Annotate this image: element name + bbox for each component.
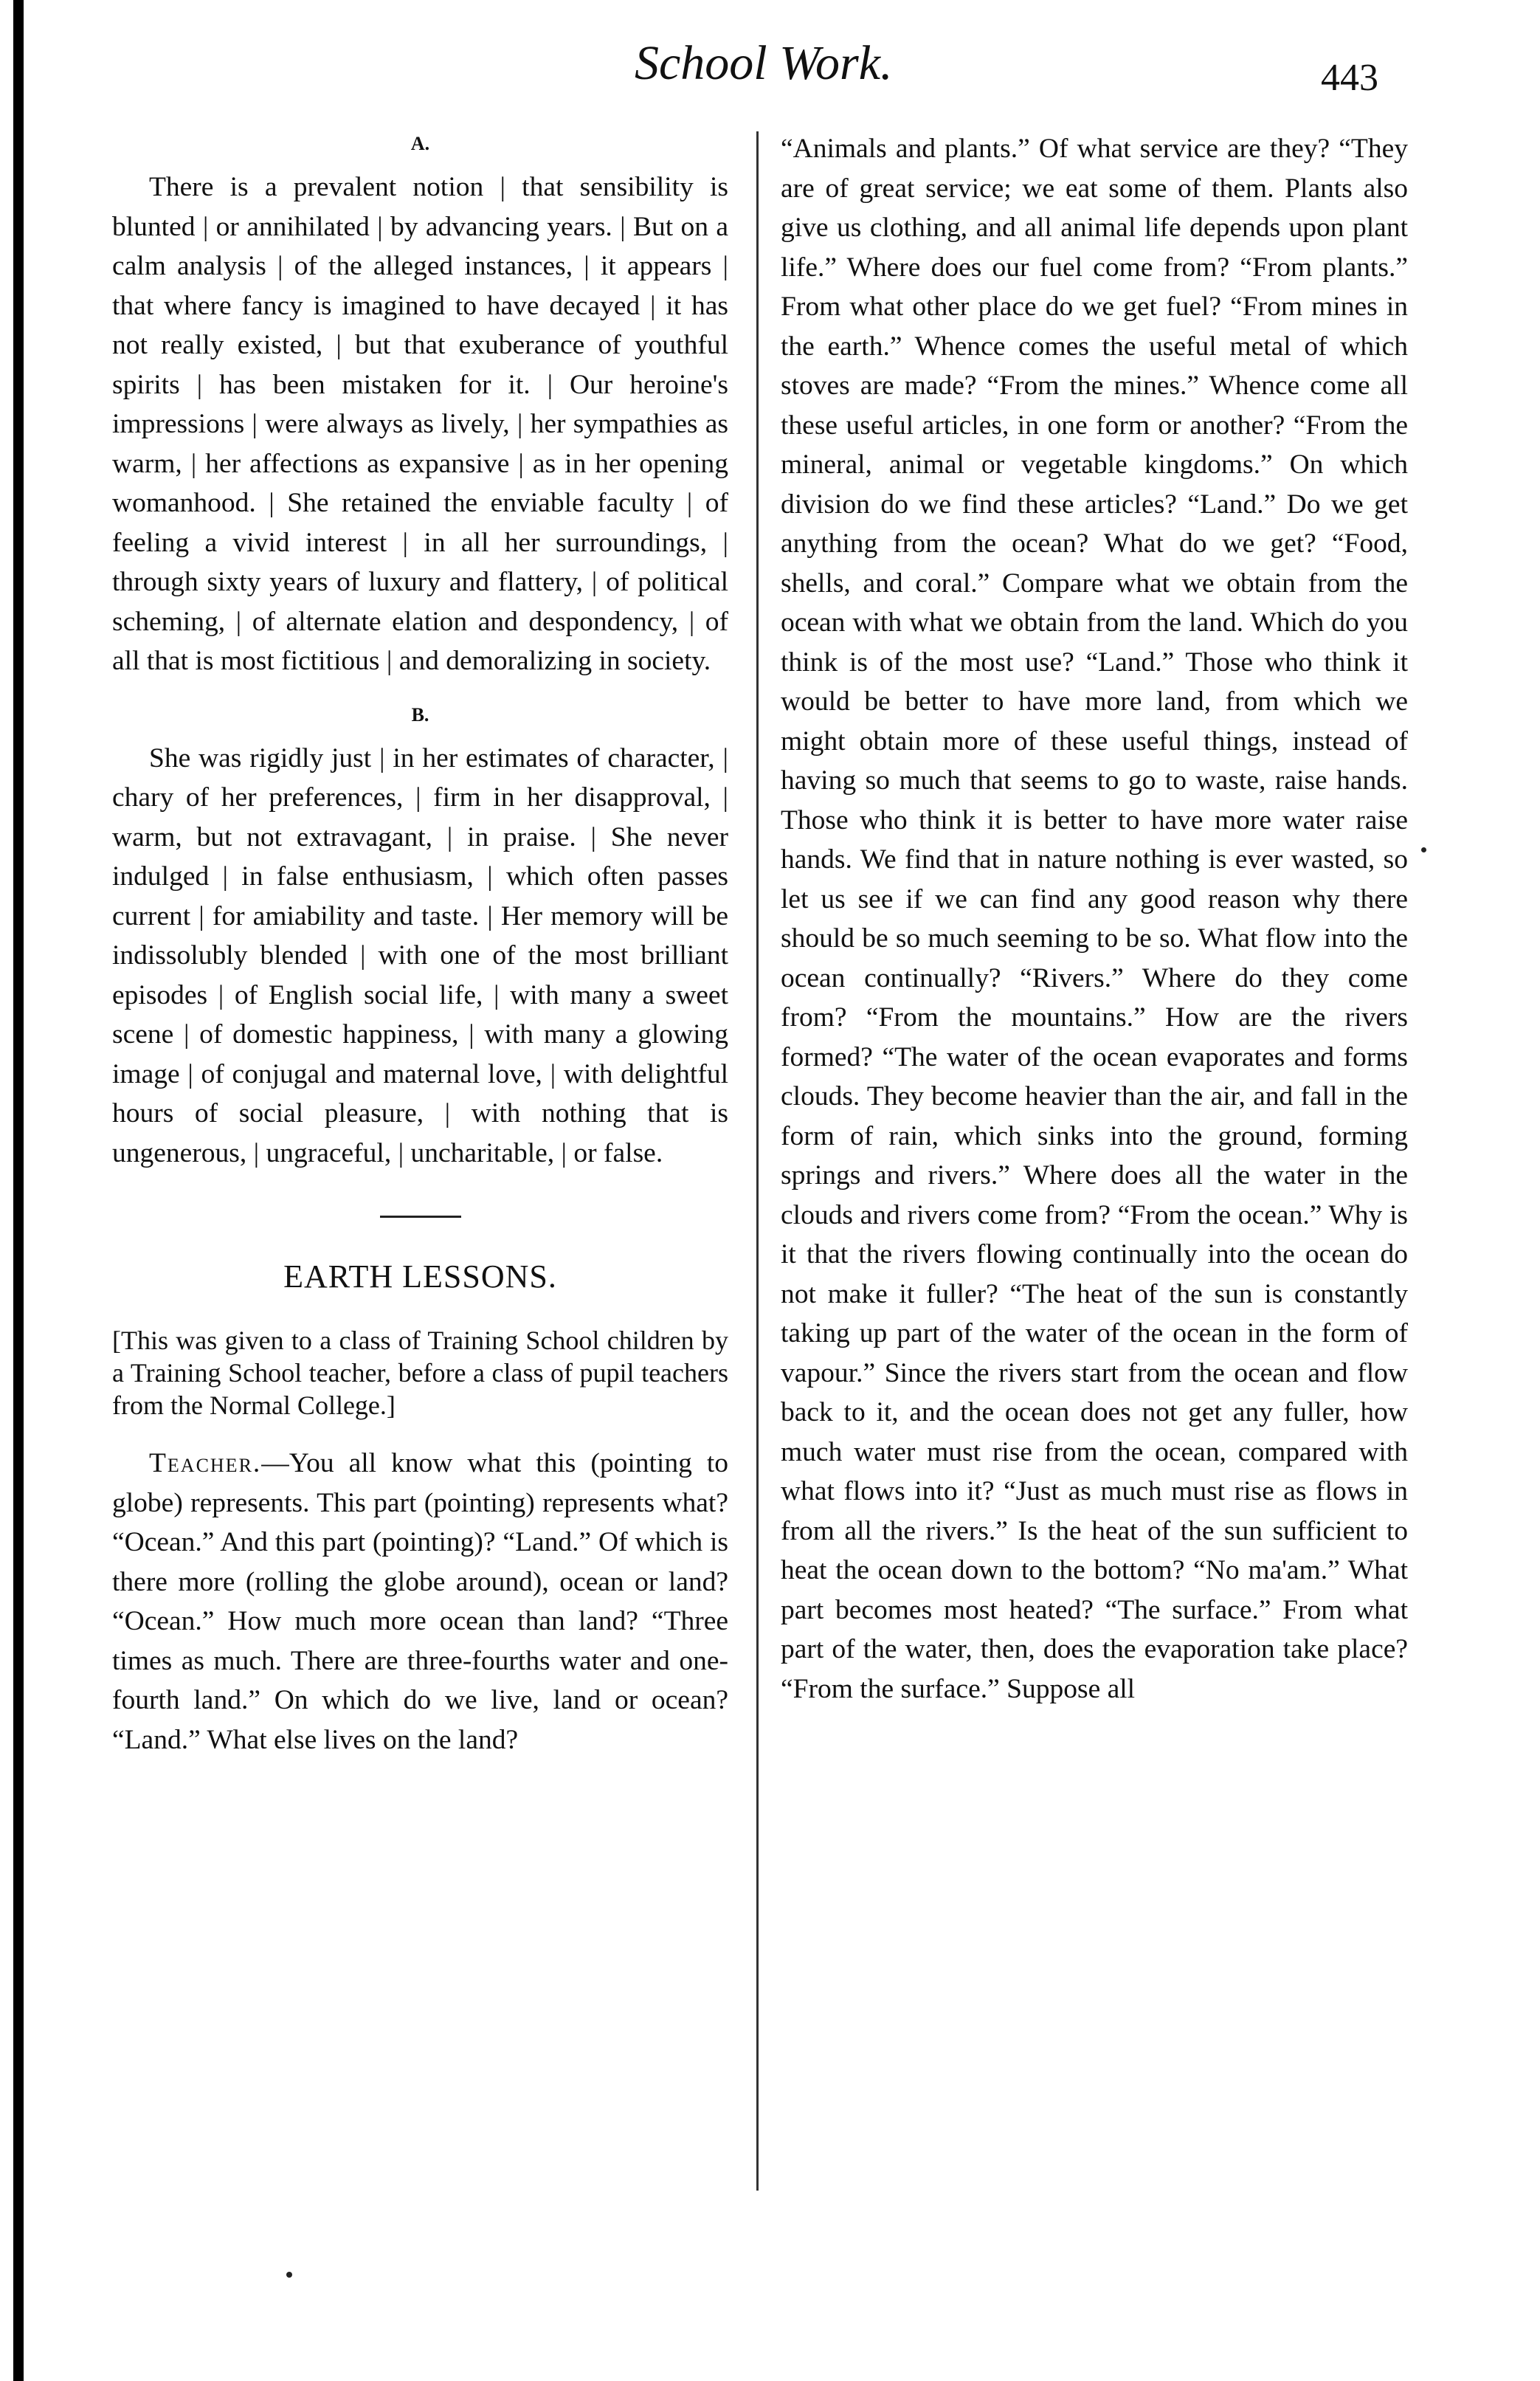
- earth-lessons-title: EARTH LESSONS.: [283, 1258, 557, 1295]
- section-a-label: A.: [410, 133, 430, 154]
- section-b-label: B.: [411, 703, 429, 726]
- running-title: School Work.: [635, 36, 893, 90]
- running-head: [0, 35, 1540, 102]
- ink-speck: [286, 2272, 292, 2278]
- page-number: 443: [1321, 57, 1378, 99]
- right-column-paragraph: “Animals and plants.” Of what service are they? “They are of great service; we eat some of them. Plants also give us clothing, and all animal life depends upon plant life.” Where does our fuel come from? “From plants.” From what other place do we get fuel? “From mines in the earth.” Whence comes the useful metal of which stoves are made? “From the mines.” Whence come all these useful articles, in one form or another? “From the mineral, animal or vegetable kingdoms.” On which division do we find these articles? “Land.” Do we get anything from the ocean? What do we get? “Food, shells, and coral.” Compare what we obtain from the ocean with what we obtain from the land. Which do you think is of the most use? “Land.” Those who think it would be better to have more land, from which we might obtain more of these useful things, instead of having so much that seems to go to waste, raise hands. Those who think it is better to have more water raise hands. We find that in nature nothing is ever wasted, so let us see if we can find any good reason why there should be so much seeming to be so. What flow into the ocean continually? “Rivers.” Where do they come from? “From the mountains.” How are the rivers formed? “The water of the ocean evaporates and forms clouds. They become heavier than the air, and fall in the form of rain, which sinks into the ground, forming springs and rivers.” Where does all the water in the clouds and rivers come from? “From the ocean.” Why is it that the rivers flowing continually into the ocean do not make it fuller? “The heat of the sun is constantly taking up part of the water of the ocean in the form of vapour.” Since the rivers start from the ocean and flow back to it, and the ocean does not get any fuller, how much water must rise from the ocean, compared with what flows into it? “Just as much must rise as flows in from all the rivers.” Is the heat of the sun sufficient to heat the ocean down to the bottom? “No ma'am.” What part becomes most heated? “The surface.” From what part of the water, then, does the evaporation take place? “From the surface.” Suppose all: [781, 134, 1408, 1704]
- earth-lessons-dialogue: —You all know what this (pointing to globe) represents. This part (pointing) represents what? “Ocean.” And this part (pointing)? “Land.” Of which is there more (rolling the globe around), ocean or land? “Ocean.” How much more ocean than land? “Three times as much. There are three-fourths water and one-fourth land.” On which do we live, land or ocean? “Land.” What else lives on the land?: [112, 1448, 728, 1755]
- section-divider: [380, 1216, 461, 1218]
- left-column: [112, 129, 728, 2181]
- earth-lessons-paragraph: [112, 1444, 728, 1760]
- section-a-paragraph: There is a prevalent notion | that sensibility is blunted | or annihilated | by advancing years. | But on a calm analysis | of the alleged instances, | it appears | that where fancy is imagined to have decayed | it has not really existed, | but that exuberance of youthful spirits | has been mistaken for it. | Our heroine's impressions | were always as lively, | her sympathies as warm, | her affections as expansive | as in her opening womanhood. | She retained the enviable faculty | of feeling a vivid interest | in all her surroundings, | through sixty years of luxury and flattery, | of political scheming, | of alternate elation and despondency, | of all that is most fictitious | and demoralizing in society.: [112, 172, 728, 676]
- column-divider: [756, 131, 759, 2191]
- earth-lessons-note: [This was given to a class of Training School children by a Training School teacher, before a class of pupil teachers from the Normal College.]: [112, 1326, 728, 1420]
- page-edge-rule: [13, 0, 24, 2381]
- speaker-label: Teacher.: [149, 1448, 262, 1478]
- section-b-paragraph: She was rigidly just | in her estimates of character, | chary of her preferences, | firm in her disapproval, | warm, but not extravagant, | in praise. | She never indulged | in false enthusiasm, | which often passes current | for amiability and taste. | Her memory will be indissolubly blended | with one of the most brilliant episodes | of English social life, | with many a sweet scene | of domestic happiness, | with many a glowing image | of conjugal and maternal love, | with delightful hours of social pleasure, | with nothing that is ungenerous, | ungraceful, | uncharitable, | or false.: [112, 742, 728, 1168]
- margin-mark: [1421, 847, 1426, 852]
- right-column: [781, 129, 1408, 2203]
